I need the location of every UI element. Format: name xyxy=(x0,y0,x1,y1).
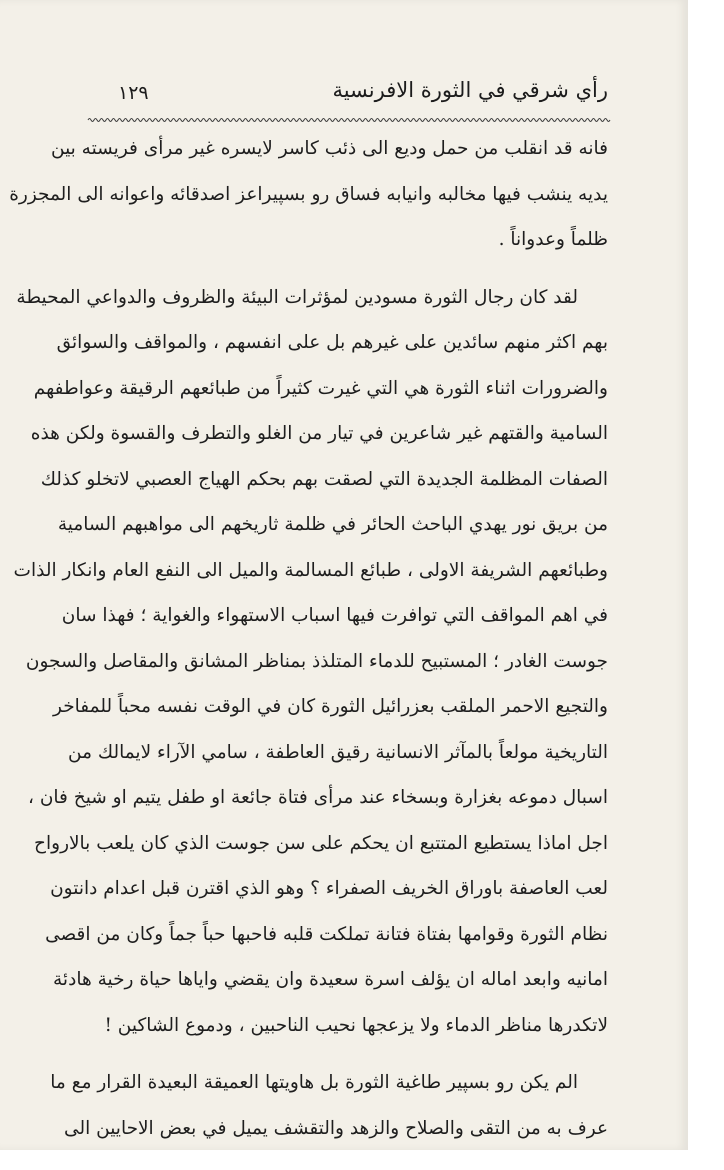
text-line: اجل اماذا يستطيع المتتبع ان يحكم على سن جوست الذي كان يلعب بالارواح xyxy=(34,832,608,854)
text-line: عرف به من التقى والصلاح والزهد والتقشف يميل في بعض الاحايين الى xyxy=(64,1117,608,1139)
paragraph xyxy=(13,275,608,1049)
text-line: في اهم المواقف التي توافرت فيها اسباب الاستهواء والغواية ؛ فهذا سان xyxy=(61,605,608,626)
text-line: من بريق نور يهدي الباحث الحائر في ظلمة ثاريخهم الى مواهبهم السامية xyxy=(57,514,608,535)
text-line: اسبال دموعه بغزارة وبسخاء عند مرأى فتاة جائعة او طفل يتيم او شيخ فان ، xyxy=(27,787,608,808)
paragraph-gap xyxy=(102,263,608,275)
text-line: الصفات المظلمة الجديدة التي لصقت بهم بحكم الهياج العصبي لاتخلو كذلك xyxy=(40,468,608,490)
text-line: يديه ينشب فيها مخالبه وانيابه فساق رو بسپيراعز اصدقائه واعوانه الى المجزرة xyxy=(9,183,608,205)
paragraph xyxy=(9,126,608,263)
text-line: فانه قد انقلب من حمل وديع الى ذئب كاسر لايسره غير مرأى فريسته بين xyxy=(50,138,608,159)
text-line: لاتكدرها مناظر الدماء ولا يزعجها نحيب الناحبين ، ودموع الشاكين ! xyxy=(104,1014,608,1036)
text-line: الم يكن رو بسپير طاغية الثورة بل هاويتها العميقة البعيدة القرار مع ما xyxy=(50,1072,578,1093)
paragraph xyxy=(50,1060,608,1151)
text-line: بهم اكثر منهم سائدين على غيرهم بل على انفسهم ، والمواقف والسوائق xyxy=(56,332,608,353)
text-line: لقد كان رجال الثورة مسودين لمؤثرات البيئة والظروف والدواعي المحيطة xyxy=(16,286,578,308)
text-line: والتجيع الاحمر الملقب بعزرائيل الثورة كان في الوقت نفسه محباً للمفاخر xyxy=(53,696,608,717)
text-line: وطبائعهم الشريفة الاولى ، طبائع المسالمة والميل الى النفع العام وانكار الذات xyxy=(13,559,608,581)
page-number: ١٢٩ xyxy=(118,82,149,104)
text-line: والضرورات اثناء الثورة هي التي غيرت كثيراً من طبائعهم الرقيقة وعواطفهم xyxy=(33,377,608,399)
running-title: رأي شرقي في الثورة الافرنسية xyxy=(332,78,608,102)
text-line: لعب العاصفة باوراق الخريف الصفراء ؟ وهو الذي اقترن قبل اعدام دانتون xyxy=(50,878,608,899)
text-line: نظام الثورة وقوامها بفتاة فتانة تملكت قلبه فاحبها حباً جماً وكان من اقصى xyxy=(45,923,608,945)
text-line: ظلماً وعدواناً . xyxy=(498,229,608,250)
text-line: السامية والقتهم غير شاعرين في تيار من الغلو والتطرف والقسوة ولكن هذه xyxy=(30,423,608,444)
page-header xyxy=(88,70,608,120)
header-wavy-rule xyxy=(88,116,608,124)
text-line: جوست الغادر ؛ المستبيح للدماء المتلذذ بمناظر المشانق والمقاصل والسجون xyxy=(25,650,608,672)
paragraph-gap xyxy=(102,1048,608,1060)
text-line: امانيه وابعد اماله ان يؤلف اسرة سعيدة وان يقضي واياها حياة رخية هادئة xyxy=(53,969,608,990)
body-text xyxy=(9,126,608,1151)
text-line: التاريخية مولعاً بالمآثر الانسانية رقيق العاطفة ، سامي الآراء لايمالك من xyxy=(67,741,608,763)
